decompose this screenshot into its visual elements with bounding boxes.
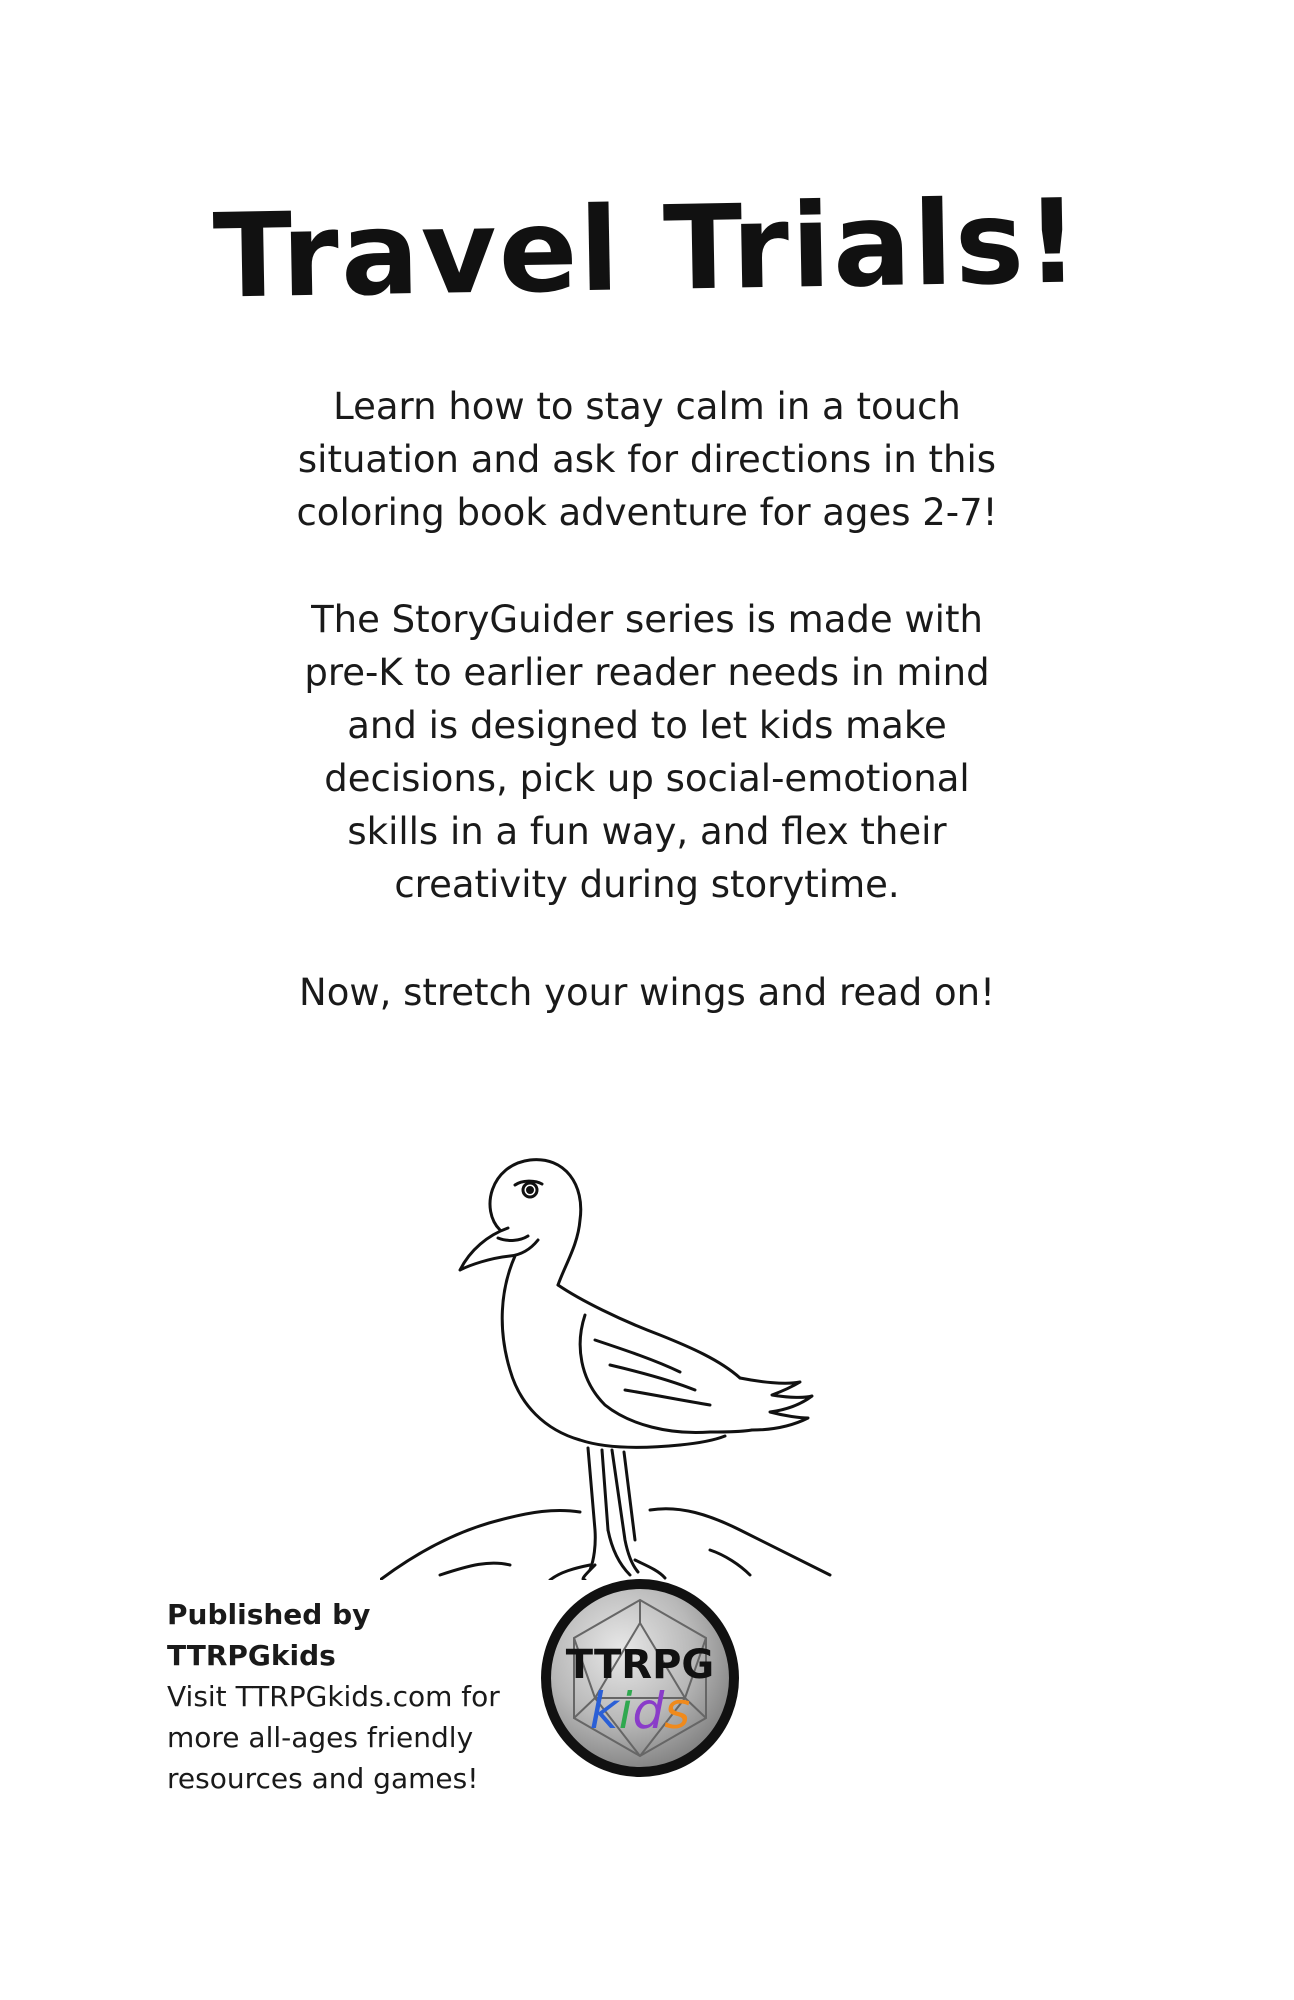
logo-top-text: TTRPG: [565, 1642, 715, 1688]
logo-letter: s: [664, 1682, 691, 1740]
text-line: and is designed to let kids make: [347, 704, 947, 747]
svg-text:kids: [590, 1682, 691, 1740]
series-paragraph: [260, 593, 1034, 911]
text-line: decisions, pick up social-emotional: [324, 757, 970, 800]
logo-letter: d: [632, 1682, 665, 1740]
page-title: Travel Trials!: [212, 174, 1082, 325]
text-line: Learn how to stay calm in a touch: [333, 385, 961, 428]
ttrpgkids-logo: [540, 1578, 740, 1778]
text-line: situation and ask for directions in this: [297, 438, 997, 481]
publisher-heading: Published by TTRPGkids: [167, 1598, 371, 1672]
text-line: coloring book adventure for ages 2-7!: [296, 491, 998, 534]
logo-letter: k: [589, 1682, 619, 1740]
logo-letter: i: [618, 1682, 633, 1740]
seagull-icon: [380, 1060, 890, 1580]
publisher-line: Visit TTRPGkids.com for: [167, 1680, 500, 1713]
text-line: pre-K to earlier reader needs in mind: [304, 651, 990, 694]
text-line: creativity during storytime.: [394, 863, 900, 906]
closing-paragraph: [260, 966, 1034, 1019]
text-line: skills in a fun way, and flex their: [347, 810, 947, 853]
intro-paragraph: [260, 380, 1034, 539]
publisher-block: [167, 1594, 547, 1799]
publisher-line: resources and games!: [167, 1762, 479, 1795]
text-line: The StoryGuider series is made with: [311, 598, 983, 641]
publisher-line: more all-ages friendly: [167, 1721, 474, 1754]
text-line: Now, stretch your wings and read on!: [299, 971, 995, 1014]
